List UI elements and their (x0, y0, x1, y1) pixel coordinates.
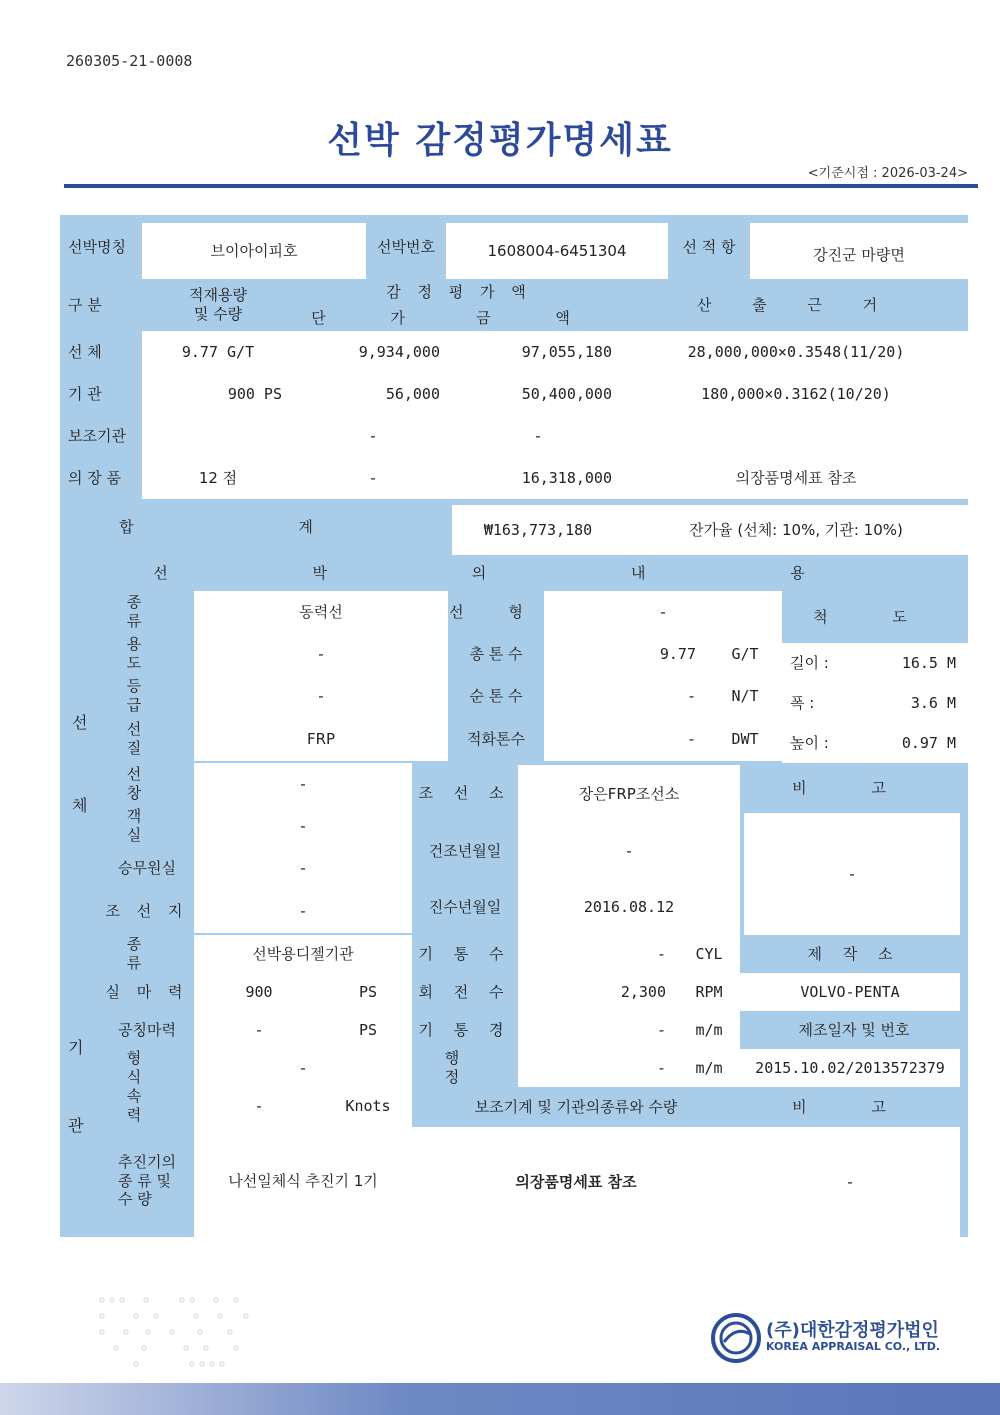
bore: - (518, 1011, 678, 1049)
cabin-label: 객 실 (100, 805, 194, 847)
rpm-label: 회 전 수 (412, 973, 518, 1011)
stroke: - (518, 1049, 678, 1087)
aux-label: 보조기계 및 기관의종류와 수량 (412, 1087, 740, 1127)
rated-label: 공칭마력 (100, 1011, 194, 1049)
form-label: 형 식 (100, 1049, 194, 1087)
speed-unit: Knots (324, 1087, 412, 1125)
power-label: 실 마 력 (100, 973, 194, 1011)
watermark-pattern (96, 1292, 266, 1372)
col-amount: 금 액 (452, 305, 624, 331)
propeller: 나선일체식 추진기 1기 (194, 1125, 412, 1237)
builder-place-label: 조 선 지 (100, 889, 194, 933)
appraisal-table (60, 215, 968, 1237)
dimensions-label: 척 도 (782, 591, 968, 643)
ship-name-label: 선박명칭 (60, 215, 142, 279)
power: 900 (194, 973, 324, 1011)
company-name-en: KOREA APPRAISAL CO., LTD. (766, 1340, 941, 1353)
height-label: 높이 : (782, 723, 864, 763)
hull-kind-label: 종 류 (100, 591, 194, 633)
engine-remarks-label: 비 고 (740, 1087, 968, 1127)
dwt-unit: DWT (708, 717, 782, 761)
row-capacity: 9.77 G/T (142, 331, 294, 373)
cyl-unit: CYL (678, 935, 740, 973)
power-unit: PS (324, 973, 412, 1011)
width-label: 폭 : (782, 683, 864, 723)
col-basis: 산 출 근 거 (624, 279, 968, 331)
bore-unit: m/m (678, 1011, 740, 1049)
launched-label: 진수년월일 (412, 879, 518, 935)
dwt-value: - (544, 717, 708, 761)
bore-label: 기 통 경 (412, 1011, 518, 1049)
row-unit: - (294, 457, 452, 499)
ship-no-label: 선박번호 (366, 215, 446, 279)
mfg: 2015.10.02/2013572379 (740, 1049, 960, 1087)
row-label-engine: 기 관 (60, 373, 142, 415)
rated-unit: PS (324, 1011, 412, 1049)
port: 강진군 마량면 (750, 223, 968, 287)
document-title: 선박 감정평가명세표 (327, 120, 673, 161)
hull-grade-label: 등 급 (100, 675, 194, 717)
hull-material-label: 선 질 (100, 717, 194, 761)
hull-type: - (544, 591, 782, 633)
row-amount: - (452, 415, 624, 457)
row-amount: 50,400,000 (452, 373, 624, 415)
hatch: - (194, 763, 412, 805)
total-label: 합 계 (60, 499, 452, 555)
rpm: 2,300 (518, 973, 678, 1011)
cyl: - (518, 935, 678, 973)
col-gubun: 구 분 (60, 279, 142, 331)
shipyard-label: 조 선 소 (412, 763, 518, 823)
row-label-outfit: 의 장 품 (60, 457, 142, 499)
row-unit: 56,000 (294, 373, 452, 415)
contents-header: 선 박 의 내 용 (60, 555, 968, 591)
port-label: 선 적 항 (668, 215, 750, 279)
maker: VOLVO-PENTA (740, 973, 960, 1011)
engine-kind: 선박용디젤기관 (194, 935, 412, 973)
company-emblem-icon (710, 1312, 762, 1364)
row-basis: 180,000×0.3162(10/20) (624, 373, 968, 415)
col-appraisal: 감 정 평 가 액 (294, 279, 624, 305)
hull-remarks-label: 비 고 (740, 763, 968, 813)
speed: - (194, 1087, 324, 1125)
row-label-aux-engine: 보조기관 (60, 415, 142, 457)
rpm-unit: RPM (678, 973, 740, 1011)
company-name: (주)대한감정평가법인 (766, 1320, 939, 1341)
length-label: 길이 : (782, 643, 864, 683)
title-rule (64, 184, 978, 188)
hull-group-label-2: 체 (72, 796, 88, 815)
hull-type-label: 선 형 (448, 591, 544, 633)
row-basis (624, 415, 968, 457)
hull-remarks: - (744, 813, 960, 935)
cyl-label: 기 통 수 (412, 935, 518, 973)
height-value: 0.97 M (864, 723, 968, 763)
footer-band (0, 1383, 1000, 1415)
hull-group-label-1: 선 (72, 713, 88, 732)
crew-label: 승무원실 (100, 847, 194, 889)
nt-unit: N/T (708, 675, 782, 717)
hull-material: FRP (194, 717, 448, 761)
gt-value: 9.77 (544, 633, 708, 675)
row-basis: 28,000,000×0.3548(11/20) (624, 331, 968, 373)
width-value: 3.6 M (864, 683, 968, 723)
aux: 의장품명세표 참조 (412, 1127, 740, 1237)
ship-no: 1608004-6451304 (446, 223, 668, 279)
document-number: 260305-21-0008 (66, 52, 193, 70)
col-capacity: 적재용량 및 수량 (142, 279, 294, 331)
stroke-label: 행 정 (412, 1049, 518, 1087)
hull-use: - (194, 633, 448, 675)
row-basis: 의장품명세표 참조 (624, 457, 968, 499)
stroke-unit: m/m (678, 1049, 740, 1087)
engine-group-label-1: 기 (68, 1038, 84, 1057)
shipyard: 장은FRP조선소 (518, 765, 740, 823)
row-unit: 9,934,000 (294, 331, 452, 373)
engine-kind-label: 종 류 (100, 935, 194, 973)
hatch-label: 선 창 (100, 763, 194, 805)
hull-grade: - (194, 675, 448, 717)
propeller-label: 추진기의 종 류 및 수 량 (100, 1125, 194, 1237)
rated: - (194, 1011, 324, 1049)
dwt-label: 적화톤수 (448, 717, 544, 761)
row-amount: 16,318,000 (452, 457, 624, 499)
engine-group-label-2: 관 (68, 1116, 84, 1135)
builder-place: - (194, 889, 412, 933)
col-unit: 단 가 (294, 305, 452, 331)
row-capacity: 900 PS (142, 373, 294, 415)
total-basis: 잔가율 (선체: 10%, 기관: 10%) (624, 505, 968, 555)
cabin: - (194, 805, 412, 847)
speed-label: 속 력 (100, 1087, 194, 1125)
hull-use-label: 용 도 (100, 633, 194, 675)
length-value: 16.5 M (864, 643, 968, 683)
total-amount: ₩163,773,180 (452, 505, 624, 555)
form: - (194, 1049, 412, 1087)
row-label-hull: 선 체 (60, 331, 142, 373)
ship-name: 브이아이피호 (142, 223, 366, 279)
reference-date: <기준시점 : 2026-03-24> (807, 166, 968, 181)
maker-label: 제 작 소 (740, 935, 968, 973)
engine-remarks: - (740, 1127, 960, 1237)
company-logo (710, 1310, 950, 1368)
row-amount: 97,055,180 (452, 331, 624, 373)
gt-label: 총 톤 수 (448, 633, 544, 675)
row-capacity (142, 415, 294, 457)
hull-kind: 동력선 (194, 591, 448, 633)
built: - (518, 823, 740, 879)
row-unit: - (294, 415, 452, 457)
nt-label: 순 톤 수 (448, 675, 544, 717)
row-capacity: 12 점 (142, 457, 294, 499)
mfg-label: 제조일자 및 번호 (740, 1011, 968, 1049)
crew: - (194, 847, 412, 889)
launched: 2016.08.12 (518, 879, 740, 935)
gt-unit: G/T (708, 633, 782, 675)
nt-value: - (544, 675, 708, 717)
built-label: 건조년월일 (412, 823, 518, 879)
